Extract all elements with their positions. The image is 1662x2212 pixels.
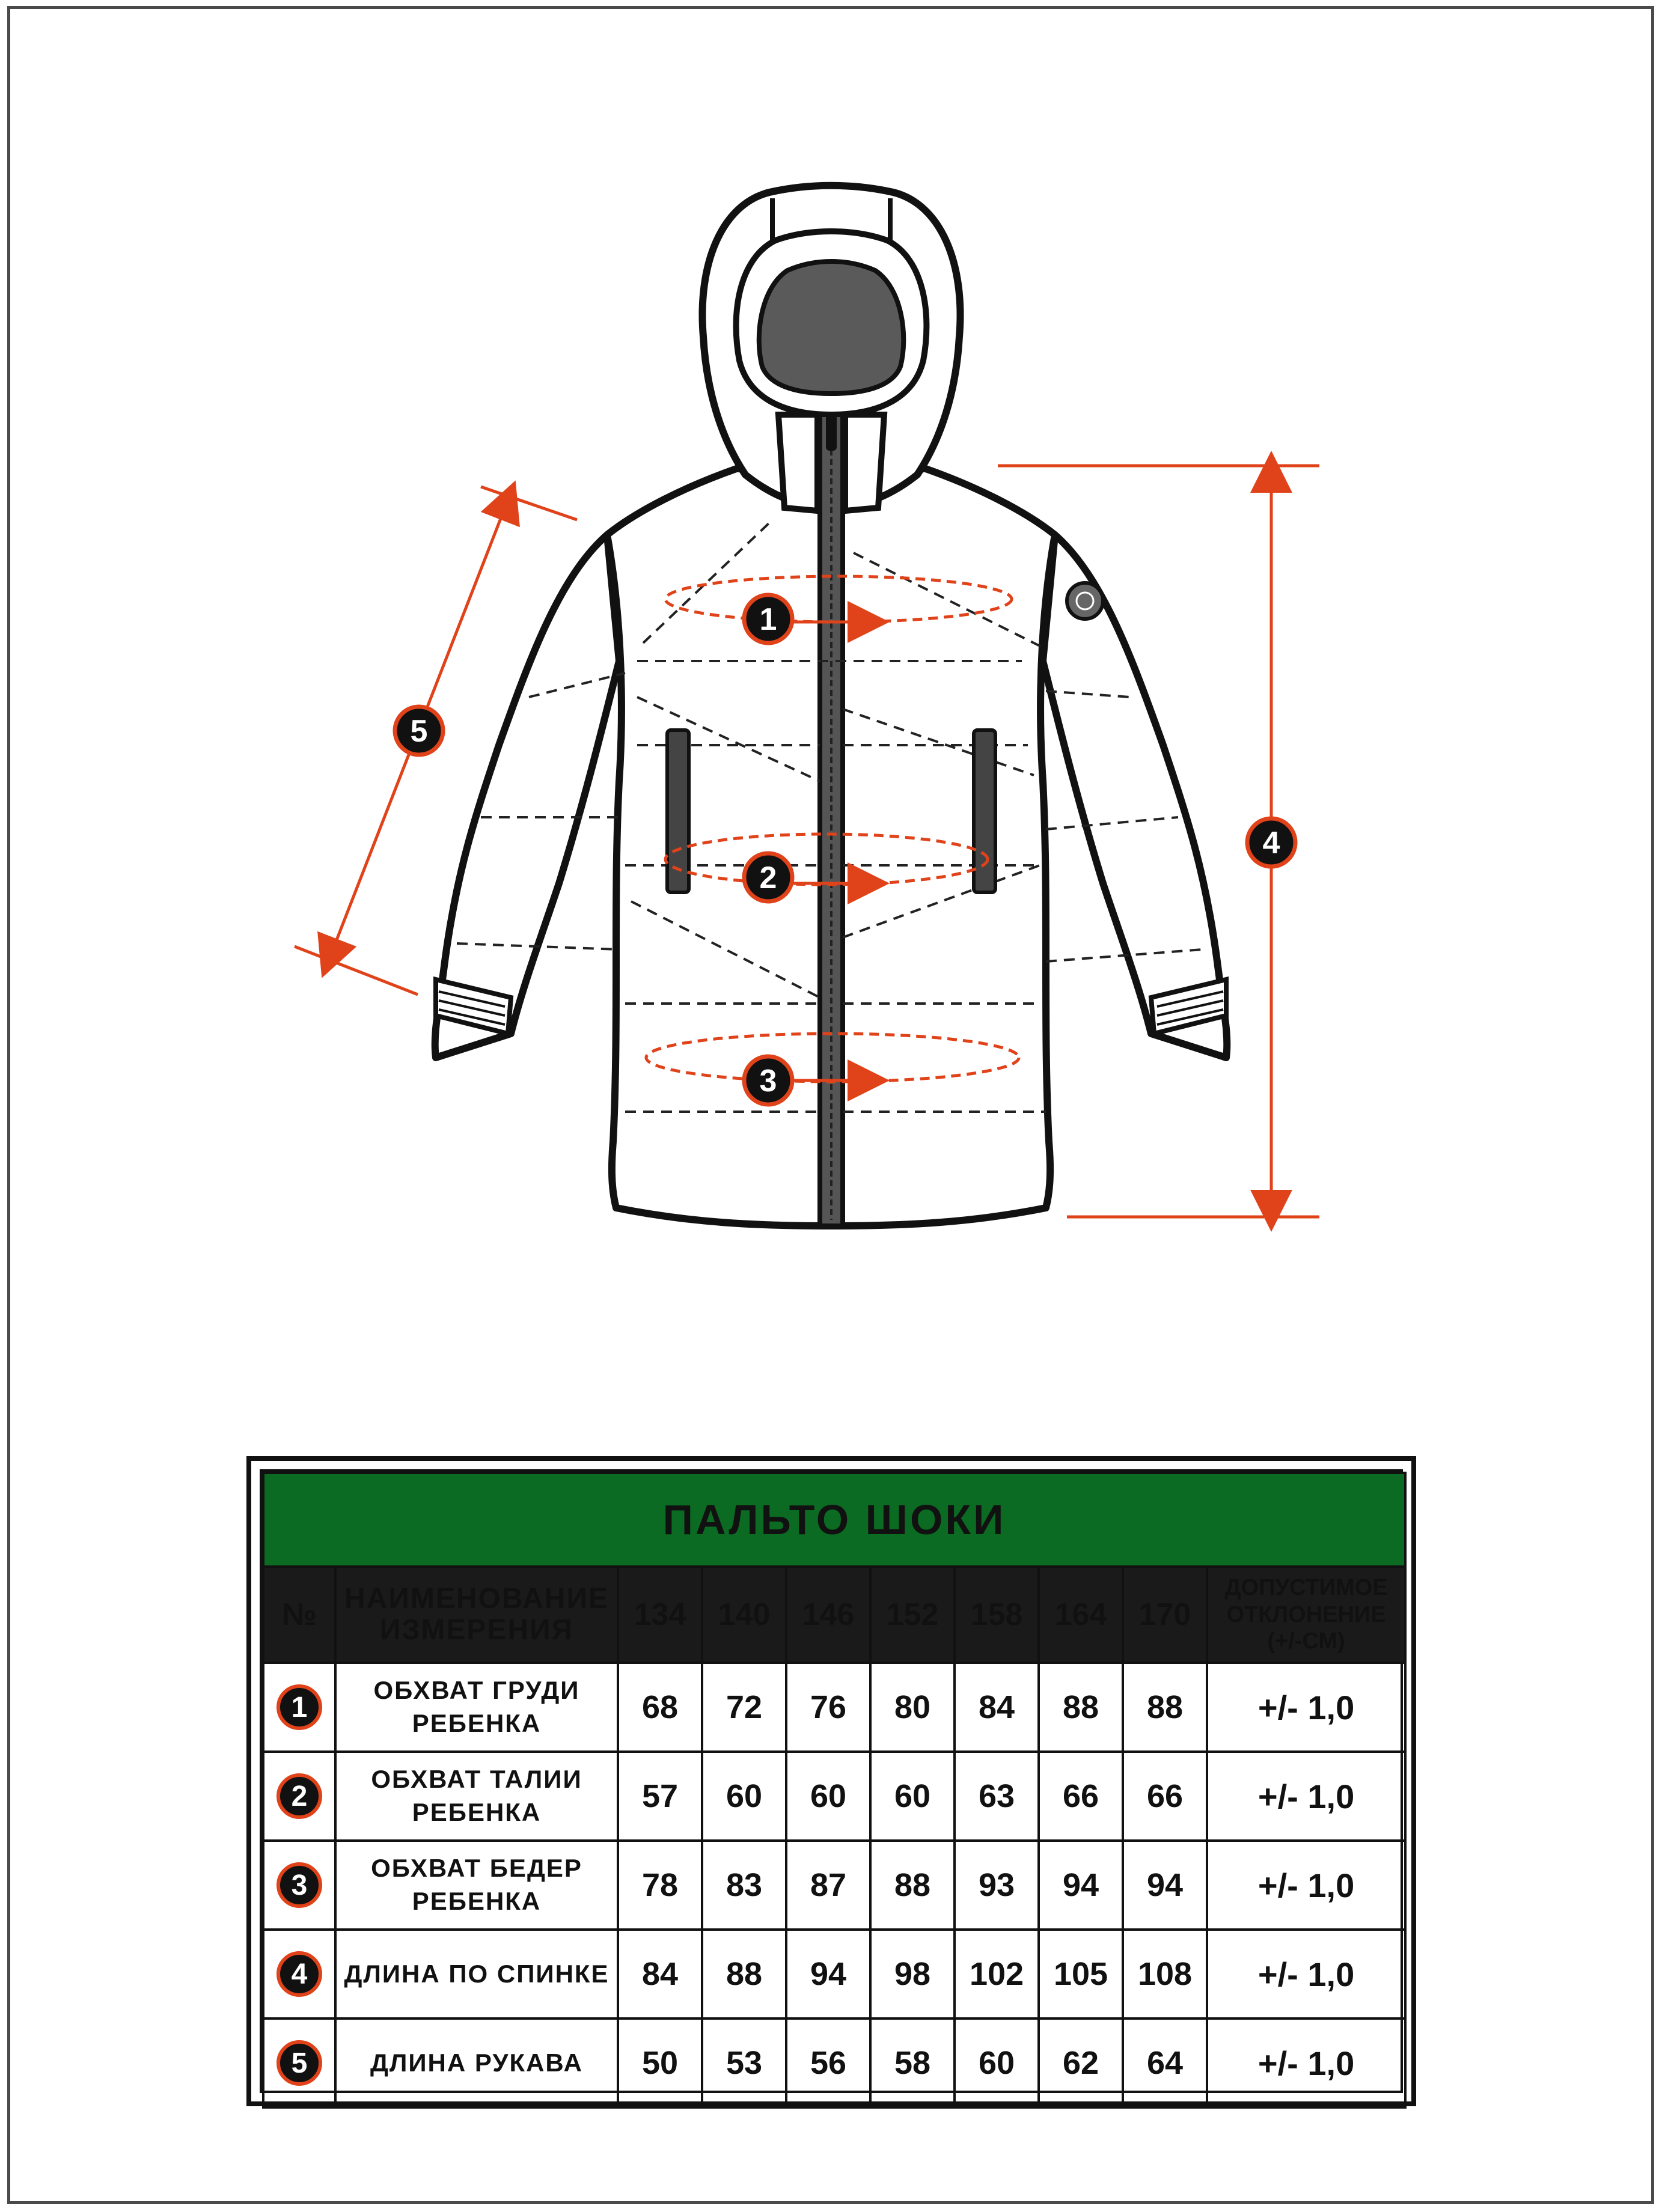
value-cell: 84 xyxy=(955,1663,1039,1752)
svg-text:2: 2 xyxy=(759,861,777,895)
value-cell: 72 xyxy=(702,1663,786,1752)
header-size: 164 xyxy=(1039,1567,1123,1663)
table-row xyxy=(263,1930,1405,2019)
value-cell: 87 xyxy=(786,1841,870,1930)
value-cell: 88 xyxy=(1039,1663,1123,1752)
svg-text:4: 4 xyxy=(1262,826,1280,861)
value-cell: 84 xyxy=(618,1930,702,2019)
svg-text:1: 1 xyxy=(759,602,777,637)
row-badge: 5 xyxy=(276,2040,322,2086)
value-cell: 93 xyxy=(955,1841,1039,1930)
table-header-row xyxy=(263,1567,1405,1663)
marker-4 xyxy=(1247,818,1295,867)
tolerance-cell: +/- 1,0 xyxy=(1207,1930,1405,2019)
value-cell: 56 xyxy=(786,2019,870,2107)
value-cell: 83 xyxy=(702,1841,786,1930)
size-table-frame xyxy=(246,1456,1416,2106)
zipper xyxy=(820,415,843,1226)
value-cell: 88 xyxy=(870,1841,955,1930)
value-cell: 60 xyxy=(955,2019,1039,2107)
value-cell: 94 xyxy=(786,1930,870,2019)
header-size: 140 xyxy=(702,1567,786,1663)
value-cell: 66 xyxy=(1123,1752,1207,1841)
value-cell: 94 xyxy=(1039,1841,1123,1930)
row-badge: 3 xyxy=(276,1862,322,1908)
row-number-cell xyxy=(263,1930,335,2019)
value-cell: 105 xyxy=(1039,1930,1123,2019)
tolerance-cell: +/- 1,0 xyxy=(1207,2019,1405,2107)
value-cell: 57 xyxy=(618,1752,702,1841)
value-cell: 88 xyxy=(1123,1663,1207,1752)
value-cell: 76 xyxy=(786,1663,870,1752)
value-cell: 60 xyxy=(702,1752,786,1841)
header-number: № xyxy=(263,1567,335,1663)
value-cell: 64 xyxy=(1123,2019,1207,2107)
marker-5 xyxy=(395,707,443,755)
measurement-name: ДЛИНА ПО СПИНКЕ xyxy=(335,1930,618,2019)
tolerance-cell: +/- 1,0 xyxy=(1207,1663,1405,1752)
measurement-name: ОБХВАТ БЕДЕР РЕБЕНКА xyxy=(335,1841,618,1930)
header-size: 146 xyxy=(786,1567,870,1663)
header-size: 152 xyxy=(870,1567,955,1663)
measurement-name: ОБХВАТ ГРУДИ РЕБЕНКА xyxy=(335,1663,618,1752)
header-size: 158 xyxy=(955,1567,1039,1663)
value-cell: 102 xyxy=(955,1930,1039,2019)
measurement-name: ДЛИНА РУКАВА xyxy=(335,2019,618,2107)
table-row xyxy=(263,1752,1405,1841)
row-number-cell xyxy=(263,1663,335,1752)
row-number-cell xyxy=(263,2019,335,2107)
svg-text:3: 3 xyxy=(759,1064,777,1098)
value-cell: 53 xyxy=(702,2019,786,2107)
value-cell: 88 xyxy=(702,1930,786,2019)
row-badge: 2 xyxy=(276,1773,322,1819)
value-cell: 68 xyxy=(618,1663,702,1752)
row-number-cell xyxy=(263,1841,335,1930)
marker-1 xyxy=(744,595,792,643)
value-cell: 94 xyxy=(1123,1841,1207,1930)
value-cell: 98 xyxy=(870,1930,955,2019)
header-size: 170 xyxy=(1123,1567,1207,1663)
value-cell: 58 xyxy=(870,2019,955,2107)
logo-badge xyxy=(1067,583,1103,619)
value-cell: 80 xyxy=(870,1663,955,1752)
table-title: ПАЛЬТО ШОКИ xyxy=(263,1473,1405,1567)
header-size: 134 xyxy=(618,1567,702,1663)
marker-3 xyxy=(744,1056,792,1104)
tolerance-cell: +/- 1,0 xyxy=(1207,1752,1405,1841)
svg-text:5: 5 xyxy=(410,714,428,749)
value-cell: 62 xyxy=(1039,2019,1123,2107)
value-cell: 60 xyxy=(786,1752,870,1841)
row-number-cell xyxy=(263,1752,335,1841)
size-table xyxy=(262,1472,1407,2109)
value-cell: 66 xyxy=(1039,1752,1123,1841)
table-row xyxy=(263,1841,1405,1930)
header-measurement-name: НАИМЕНОВАНИЕ ИЗМЕРЕНИЯ xyxy=(335,1567,618,1663)
tolerance-cell: +/- 1,0 xyxy=(1207,1841,1405,1930)
table-row xyxy=(263,1663,1405,1752)
row-badge: 4 xyxy=(276,1951,322,1997)
measurement-name: ОБХВАТ ТАЛИИ РЕБЕНКА xyxy=(335,1752,618,1841)
row-badge: 1 xyxy=(276,1684,322,1730)
table-row xyxy=(263,2019,1405,2107)
value-cell: 63 xyxy=(955,1752,1039,1841)
marker-2 xyxy=(744,853,792,901)
value-cell: 60 xyxy=(870,1752,955,1841)
value-cell: 50 xyxy=(618,2019,702,2107)
header-tolerance: ДОПУСТИМОЕ ОТКЛОНЕНИЕ (+/-СМ) xyxy=(1207,1567,1405,1663)
value-cell: 108 xyxy=(1123,1930,1207,2019)
value-cell: 78 xyxy=(618,1841,702,1930)
